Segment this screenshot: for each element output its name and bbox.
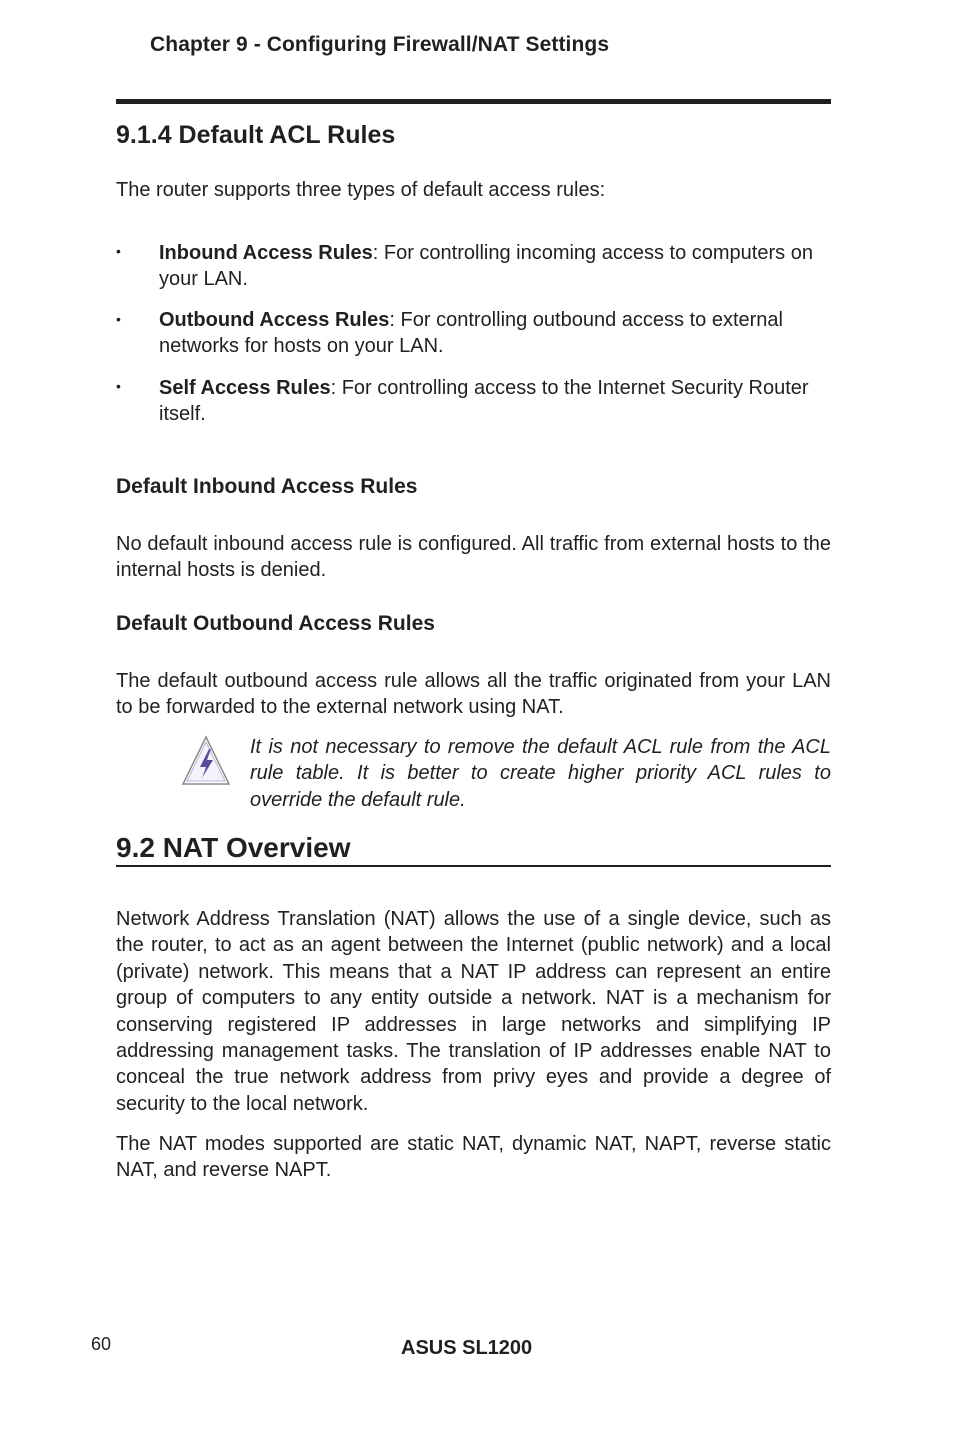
bullet-description: : For controlling outbound access to external networks for hosts on your LAN. [159, 309, 783, 358]
nat-paragraph: The NAT modes supported are static NAT, dynamic NAT, NAPT, reverse static NAT, and reverse NAPT. [116, 1133, 831, 1182]
bullet-term: Self Access Rules [159, 377, 331, 399]
bullet-marker: • [116, 311, 121, 327]
bullet-item [159, 375, 831, 428]
section-title-9-2: 9.2 NAT Overview [116, 832, 351, 863]
outbound-heading: Default Outbound Access Rules [116, 612, 435, 635]
nat-paragraph: Network Address Translation (NAT) allows the use of a single device, such as the router, to act as an agent between the Internet (public network) and a local (private) network. This means that a NAT IP address can represent an entire group of computers to any entity outside a network. NAT is a mechanism for conserving registered IP addresses in large networks and simplifying IP addressing management tasks. The translation of IP addresses enable NAT to conceal the true network address from privy eyes and provide a degree of security to the local network. [116, 908, 831, 1115]
bullet-item [159, 240, 831, 293]
section-underline [116, 865, 831, 867]
inbound-body: No default inbound access rule is configured. All traffic from external hosts to the internal hosts is denied. [116, 533, 831, 582]
footer-product: ASUS SL1200 [401, 1337, 533, 1359]
section-title-9-1-4: 9.1.4 Default ACL Rules [116, 121, 396, 149]
warning-pen-icon [180, 734, 232, 788]
page-number: 60 [91, 1334, 112, 1354]
inbound-heading: Default Inbound Access Rules [116, 475, 418, 498]
bullet-term: Inbound Access Rules [159, 242, 373, 264]
bullet-item [159, 307, 831, 360]
note-text: It is not necessary to remove the default ACL rule from the ACL rule table. It is better to create higher priority ACL rules to override the default rule. [250, 736, 831, 811]
header-divider [116, 99, 831, 104]
bullet-marker: • [116, 243, 121, 259]
bullet-term: Outbound Access Rules [159, 309, 390, 331]
bullet-description: : For controlling incoming access to computers on your LAN. [159, 242, 813, 291]
bullet-marker: • [116, 378, 121, 394]
section-intro: The router supports three types of default access rules: [116, 179, 606, 201]
bullet-description: : For controlling access to the Internet Security Router itself. [159, 377, 809, 426]
outbound-body: The default outbound access rule allows all the traffic originated from your LAN to be forwarded to the external network using NAT. [116, 670, 831, 719]
chapter-header: Chapter 9 - Configuring Firewall/NAT Settings [150, 33, 610, 56]
